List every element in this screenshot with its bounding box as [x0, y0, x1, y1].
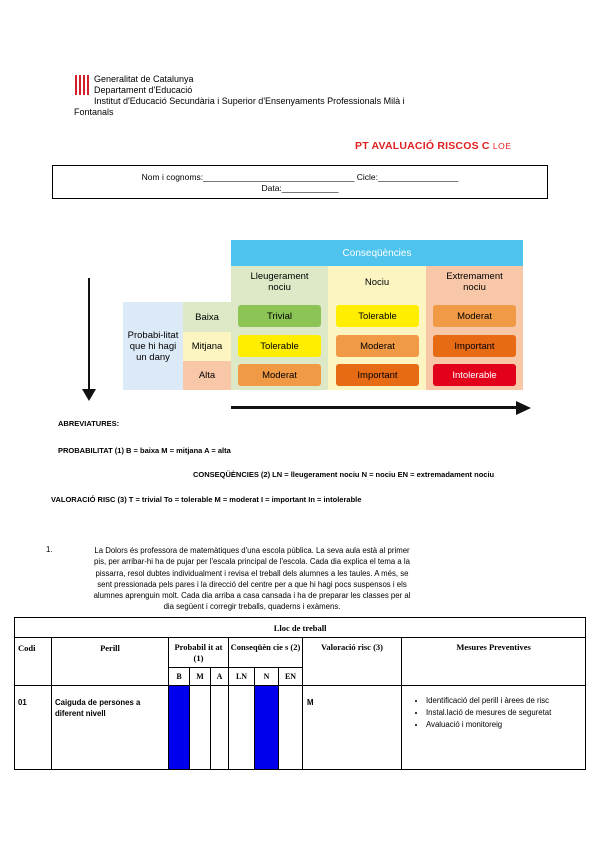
- question-line: sent pressionada pels pares i la direcció del centre per a que hi hagi pocs suspensos i els: [97, 579, 407, 589]
- risk-important-text: Important: [357, 369, 398, 381]
- question-line: La Dolors és professora de matemàtiques d'una escola pública. La seva aula està al primer: [94, 546, 410, 555]
- risk-moderat-text: Moderat: [360, 340, 395, 352]
- header-hazard: Perill: [52, 638, 169, 686]
- subheader-ln: LN: [229, 668, 255, 686]
- header-code: Codi: [15, 638, 52, 686]
- measure-item: • Instal.lació de mesures de seguretat: [426, 708, 585, 718]
- risk-trivial-cell: [238, 305, 321, 327]
- row-label-alta: [183, 361, 231, 390]
- abbreviation-probability: PROBABILITAT (1) B = baixa M = mitjana A = alta: [58, 446, 231, 455]
- header-valuation: Valoració risc (3): [303, 638, 402, 686]
- name-field[interactable]: Nom i cognoms:________________________________: [141, 172, 355, 182]
- row-label-baixa-text: Baixa: [195, 311, 219, 323]
- row-hazard: Caiguda de persones a diferent nivell: [52, 686, 169, 770]
- header-line-3: Institut d'Educació Secundària i Superior d'Ensenyaments Professionals Milà i: [94, 96, 405, 106]
- risk-important-cell: [336, 364, 419, 386]
- question-line: alumnes aprenguin molt. Cada dia arriba a casa cansada i ha de preparar les classes per al: [93, 591, 411, 601]
- generalitat-logo: [74, 74, 90, 96]
- question-line: pis, per arribar-hi ha de pujar per l'escala principal de l'escola. Cada dia explica el tema a la: [94, 557, 410, 567]
- risk-moderat-cell: [336, 335, 419, 357]
- risk-tolerable-text: Tolerable: [358, 310, 397, 322]
- probability-label: Probabi-litat que hi hagi un dany: [127, 329, 179, 363]
- prob-a-cell[interactable]: [211, 686, 229, 770]
- row-valuation: M: [303, 686, 402, 770]
- row-label-mitjana: [183, 332, 231, 361]
- table-row: [15, 686, 586, 770]
- cycle-field[interactable]: Cicle:_________________: [356, 172, 459, 182]
- risk-intolerable-cell: [433, 364, 516, 386]
- risk-moderat-text: Moderat: [262, 369, 297, 381]
- abbreviation-valuation: VALORACIÓ RISC (3) T = trivial To = tolerable M = moderat I = important In = intolerable: [51, 495, 362, 504]
- row-code: 01: [15, 686, 52, 770]
- date-field[interactable]: Data:____________: [261, 183, 339, 193]
- header-line-1: Generalitat de Catalunya: [94, 74, 194, 84]
- document-title: [355, 140, 512, 152]
- vertical-arrow-head: [82, 388, 96, 406]
- horizontal-arrow-shaft: [231, 406, 519, 409]
- student-info-box: [52, 165, 548, 199]
- header-consequences: Conseqüèn cie s (2): [229, 638, 303, 668]
- abbreviation-consequences: CONSEQÜÈNCIES (2) LN = lleugerament nociu N = nociu EN = extremadament nociu: [193, 470, 495, 479]
- cons-n-marked[interactable]: [255, 686, 279, 770]
- row-label-alta-text: Alta: [198, 370, 216, 381]
- risk-moderat-cell: [238, 364, 321, 386]
- subheader-n: N: [255, 668, 279, 686]
- document-title-suffix: LOE: [492, 141, 512, 151]
- row-label-mitjana-text: Mitjana: [191, 341, 223, 352]
- cons-ln-cell[interactable]: [229, 686, 255, 770]
- consequences-header-text: Conseqüències: [342, 247, 412, 259]
- cons-en-cell[interactable]: [279, 686, 303, 770]
- column-extremament-label: Extremament nociu: [446, 271, 503, 293]
- header-measures: Mesures Preventives: [402, 638, 586, 686]
- probability-label-cell: [123, 302, 183, 390]
- row-label-baixa: [183, 302, 231, 332]
- subheader-en: EN: [279, 668, 303, 686]
- table-title: Lloc de treball: [15, 618, 586, 638]
- document-title-main: PT AVALUACIÓ RISCOS C: [355, 140, 490, 152]
- column-lleugerament-label: Lleugerament nociu: [250, 271, 309, 293]
- prob-m-cell[interactable]: [190, 686, 211, 770]
- measure-item: • Identificació del perill i àrees de risc: [426, 696, 585, 706]
- risk-important-cell: [433, 335, 516, 357]
- risk-tolerable-cell: [336, 305, 419, 327]
- subheader-a: A: [211, 668, 229, 686]
- question-line: pissarra, resol dubtes individualment i revisa el treball dels alumnes a les taules. A més, se: [95, 568, 409, 578]
- risk-tolerable-text: Tolerable: [260, 340, 299, 352]
- header-line-4: Fontanals: [74, 107, 114, 117]
- header-probability: Probabil it at (1): [169, 638, 229, 668]
- risk-moderat-text: Moderat: [457, 310, 492, 322]
- risk-trivial-text: Trivial: [267, 310, 292, 322]
- question-number: 1.: [46, 545, 53, 554]
- abbreviations-title: ABREVIATURES:: [58, 419, 120, 428]
- prob-b-marked[interactable]: [169, 686, 190, 770]
- workplace-risk-table: [14, 617, 586, 770]
- vertical-arrow-shaft: [88, 278, 90, 390]
- subheader-b: B: [169, 668, 190, 686]
- consequences-header: [231, 240, 523, 266]
- row-measures: [402, 686, 586, 770]
- risk-intolerable-text: Intolerable: [452, 369, 497, 381]
- risk-important-text: Important: [454, 340, 495, 352]
- risk-moderat-cell: [433, 305, 516, 327]
- header-line-2: Departament d'Educació: [94, 85, 193, 95]
- horizontal-arrow-head: [516, 401, 531, 420]
- subheader-m: M: [190, 668, 211, 686]
- measure-item: • Avaluació i monitoreig: [426, 720, 585, 730]
- question-line: dia següent i corregir treballs, quaderns i exàmens.: [163, 602, 341, 612]
- risk-tolerable-cell: [238, 335, 321, 357]
- column-nociu-label: Nociu: [364, 277, 390, 288]
- question-text: [62, 545, 442, 613]
